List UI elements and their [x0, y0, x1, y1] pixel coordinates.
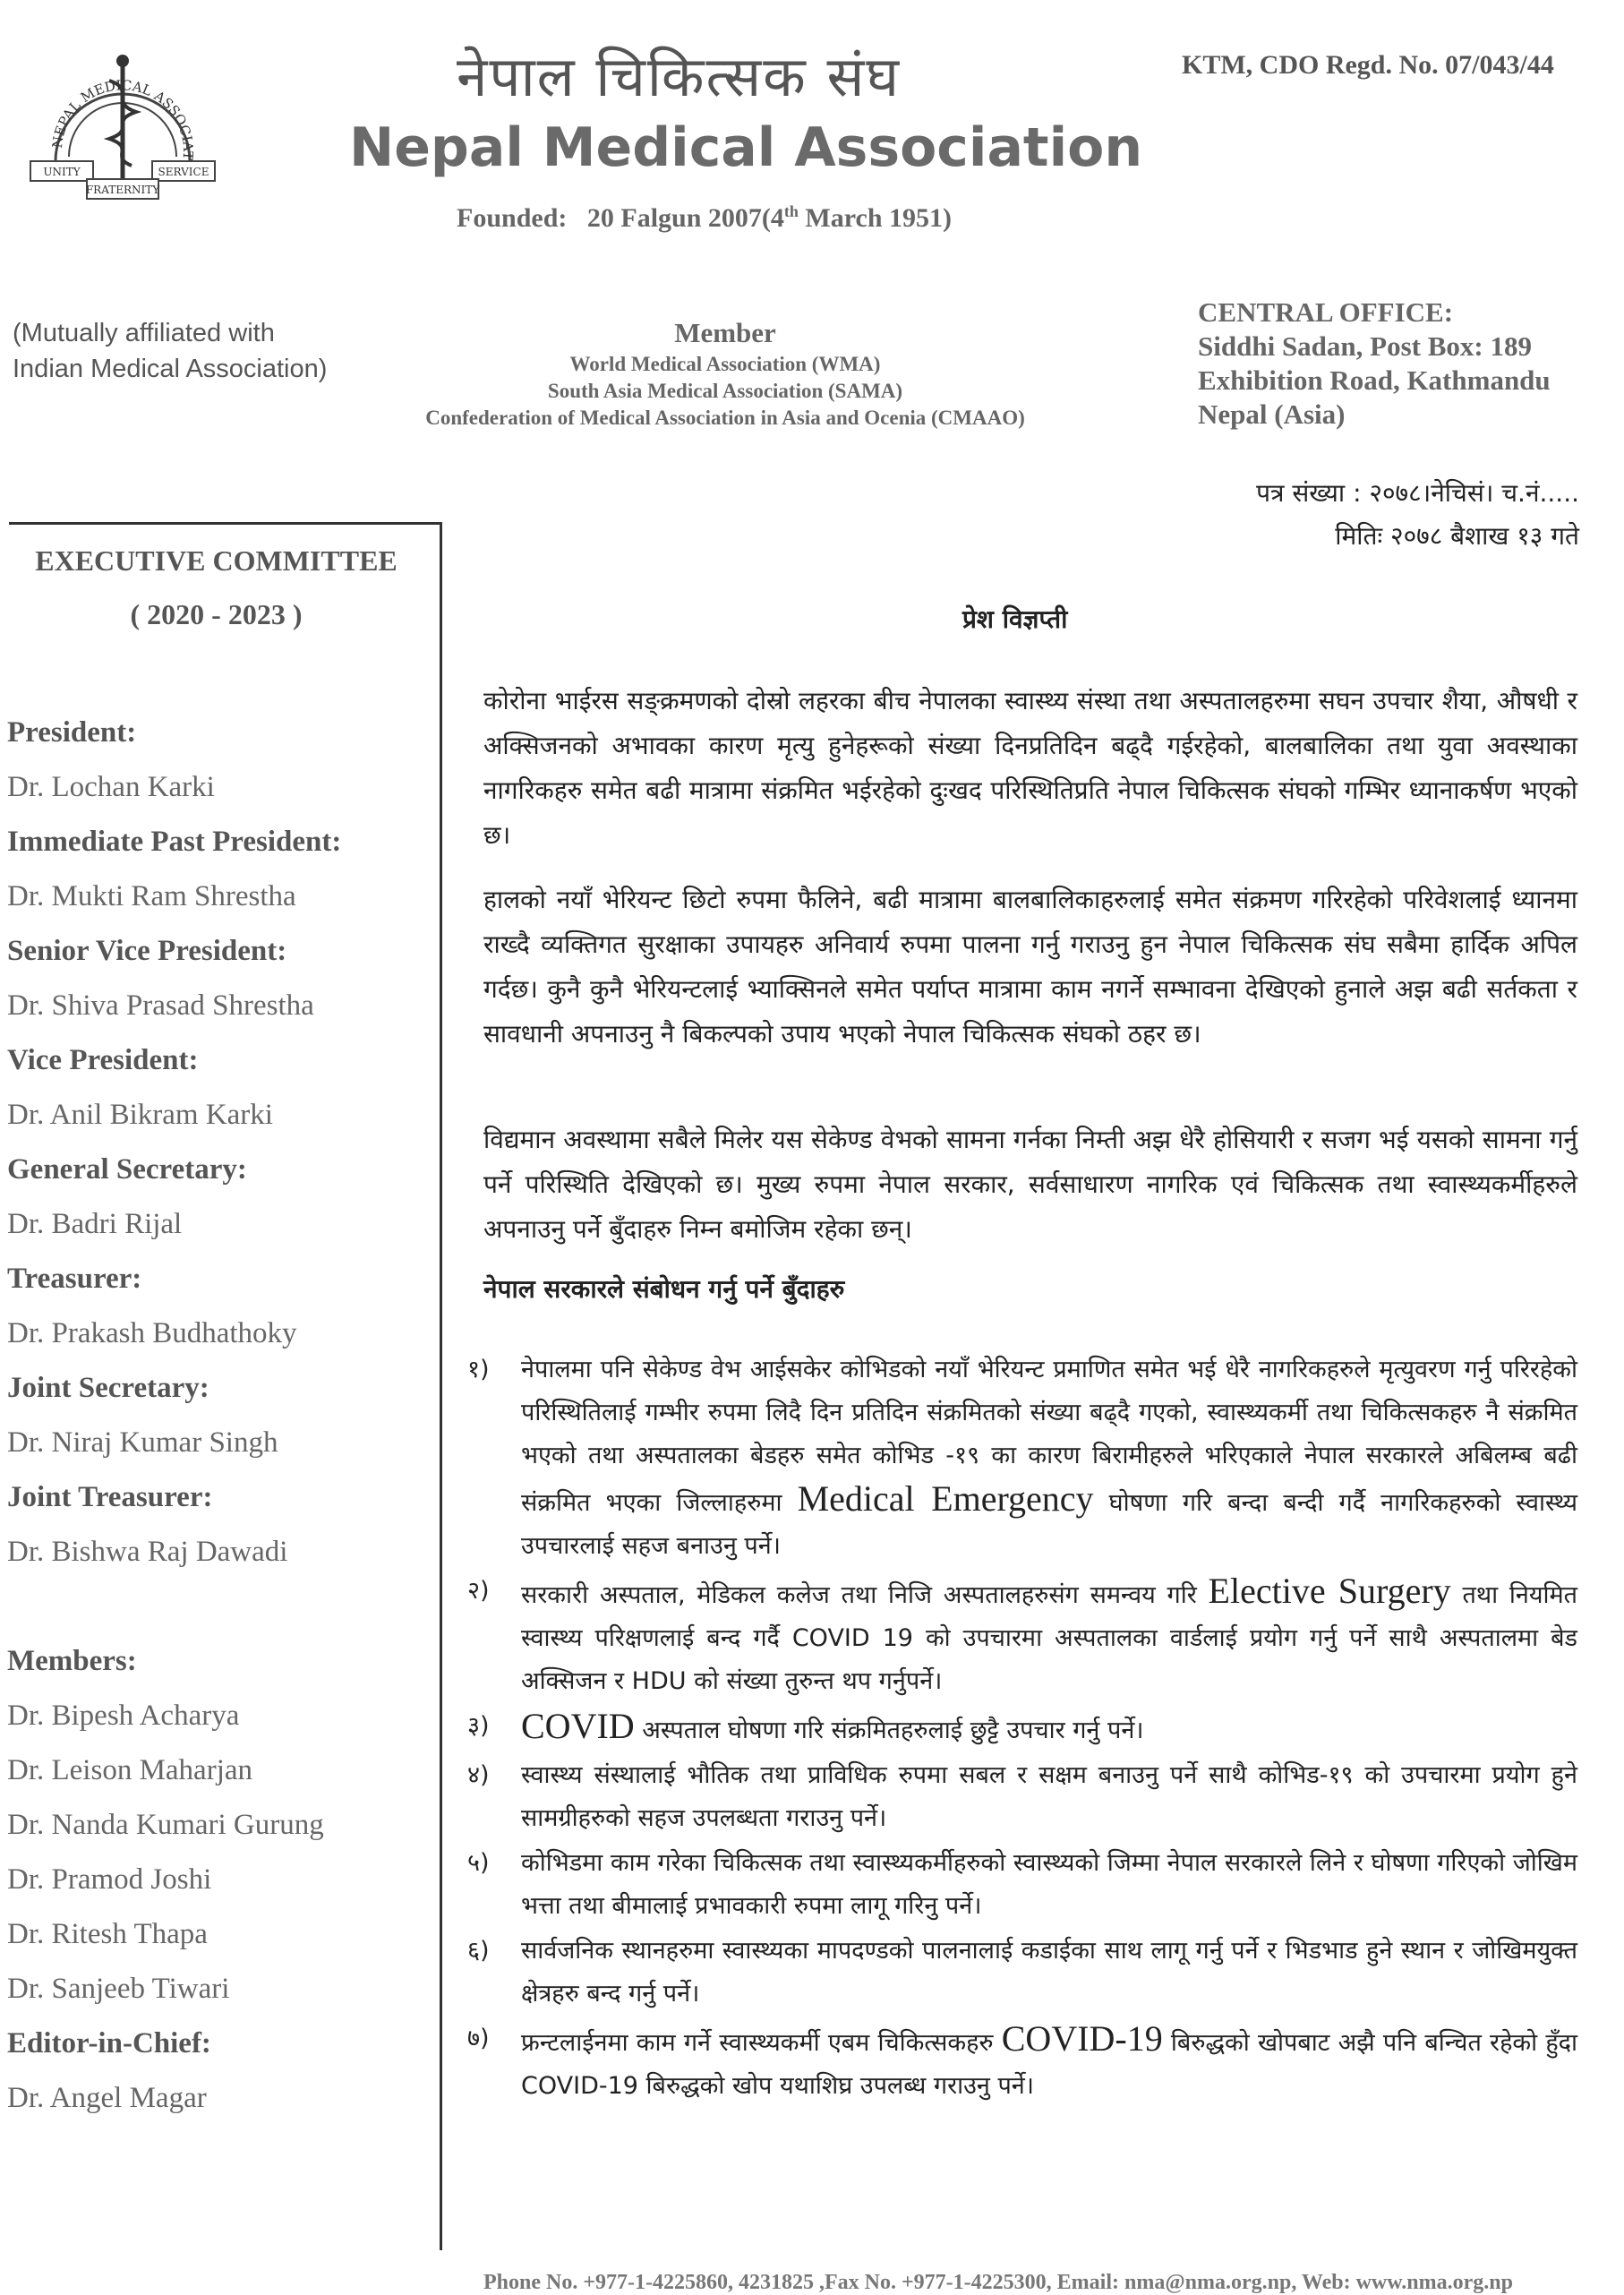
point-english-term: COVID	[521, 1706, 635, 1746]
role-label: Senior Vice President:	[7, 935, 287, 967]
points-list	[448, 1349, 1577, 2110]
member-name: Dr. Mukti Ram Shrestha	[7, 880, 296, 912]
committee-title: EXECUTIVE COMMITTEE	[35, 544, 397, 577]
association-logo	[20, 27, 226, 210]
reference-number: पत्र संख्या : २०७८।नेचिसं। च.नं.....	[1256, 478, 1579, 508]
roster-spacer	[7, 1580, 435, 1634]
founded-value: 20 Falgun 2007(4	[586, 203, 784, 233]
member-name: Dr. Anil Bikram Karki	[7, 1099, 273, 1131]
list-item	[448, 1754, 1577, 1840]
role-label: Joint Secretary:	[7, 1372, 209, 1404]
affiliation-note	[13, 315, 327, 387]
role-label: Treasurer:	[7, 1263, 142, 1295]
founded-label: Founded:	[457, 203, 568, 233]
sidebar-divider-top	[9, 522, 441, 525]
list-item	[448, 1930, 1577, 2016]
press-release-title: प्रेश विज्ञप्ती	[962, 604, 1068, 634]
point-text	[521, 1705, 1577, 1752]
committee-years: ( 2020 - 2023 )	[130, 598, 303, 630]
list-item	[448, 1349, 1577, 1568]
letter-date: मितिः २०७८ बैशाख १३ गते	[1335, 521, 1579, 551]
founded-line	[457, 202, 952, 234]
body-paragraph: कोरोना भाईरस सङ्क्रमणको दोस्रो लहरका बीच नेपालका स्वास्थ्य संस्था तथा अस्पतालहरुमा सघन उपचार शैया, औषधी र अक्सिजनको अभावका कारण मृत्यु हुनेहरूको संख्या दिनप्रतिदिन बढ्दै गईरहेको, बालबालिका तथा युवा अवस्थाका नागरिकहरु समेत बढी मात्रामा संक्रमित भईरहेको दुःखद परिस्थितिप्रति नेपाल चिकित्सक संघको गम्भिर ध्यानाकर्षण भएको छ।	[483, 686, 1577, 850]
point-text: सार्वजनिक स्थानहरुमा स्वास्थ्यका मापदण्डको पालनालाई कडाईका साथ लागू गर्नु पर्ने र भिडभाड हुने स्थान र जोखिमयुक्त क्षेत्रहरु बन्द गर्नु पर्ने।	[521, 1937, 1577, 2008]
role-label: President:	[7, 716, 137, 749]
point-text	[521, 1349, 1577, 1568]
point-text: स्वास्थ्य संस्थालाई भौतिक तथा प्राविधिक रुपमा सबल र सक्षम बनाउनु पर्ने साथै कोभिड-१९ को उपचारमा प्रयोग हुने सामग्रीहरुको सहज उपलब्धता गराउनु पर्ने।	[521, 1761, 1577, 1832]
committee-roster	[7, 706, 435, 2126]
list-item	[448, 2017, 1577, 2108]
body-paragraph: विद्यमान अवस्थामा सबैले मिलेर यस सेकेण्ड वेभको सामना गर्नका निम्ती अझ धेरै होसियारी र सजग भई यसको सामना गर्नु पर्ने परिस्थिति देखिएको छ। मुख्य रुपमा नेपाल सरकार, सर्वसाधारण नागरिक एवं चिकित्सक तथा स्वास्थ्यकर्मीहरुले अपनाउनु पर्ने बुँदाहरु निम्न बमोजिम रहेका छन्।	[483, 1125, 1577, 1244]
point-number: ४)	[467, 1761, 490, 1789]
point-english-term: Medical Emergency	[797, 1478, 1094, 1519]
member-name: Dr. Leison Maharjan	[7, 1754, 253, 1786]
section-heading: नेपाल सरकारले संबोधन गर्नु पर्ने बुँदाहरु	[483, 1274, 845, 1304]
sidebar-divider-right	[440, 522, 442, 2250]
list-item	[448, 1570, 1577, 1703]
office-line: Exhibition Road, Kathmandu	[1198, 364, 1551, 396]
point-text	[521, 2017, 1577, 2108]
membership-line: World Medical Association (WMA)	[569, 353, 881, 375]
title-english: Nepal Medical Association	[349, 116, 1143, 179]
office-address	[1198, 295, 1551, 432]
body-paragraph: हालको नयाँ भेरियन्ट छिटो रुपमा फैलिने, बढी मात्रामा बालबालिकाहरुलाई समेत संक्रमण गरिरहेको परिवेशलाई ध्यानमा राख्दै व्यक्तिगत सुरक्षाका उपायहरु अनिवार्य रुपमा पालना गर्नु गराउनु हुन नेपाल चिकित्सक संघ सबैमा हार्दिक अपिल गर्दछ। कुनै कुनै भेरियन्टलाई भ्याक्सिनले समेत पर्याप्त मात्रामा काम नगर्ने सम्भावना देखिएको हुनाले अझ बढी सर्तकता र सावधानी अपनाउनु नै बिकल्पको उपाय भएको नेपाल चिकित्सक संघको ठहर छ।	[483, 885, 1577, 1049]
affiliation-line: (Mutually affiliated with	[13, 319, 275, 347]
point-text-part: नेपालमा पनि सेकेण्ड वेभ आईसकेर कोभिडको नयाँ भेरियन्ट प्रमाणित समेत भई धेरै नागरिकहरुले मृत्युवरण गर्नु परिरहेको परिस्थितिलाई गम्भीर रुपमा लिदै दिन प्रतिदिन संक्रमितको संख्या बढ्दै गएको, स्वास्थ्यकर्मी तथा चिकित्सकहरु नै संक्रमित भएको तथा अस्पतालका बेडहरु समेत कोभिड -१९ का कारण बिरामीहरुले भरिएकाले नेपाल सरकारले अबिलम्ब बढी संक्रमित भएका जिल्लाहरुमा	[521, 1356, 1577, 1517]
member-name: Dr. Niraj Kumar Singh	[7, 1426, 278, 1459]
point-number: १)	[467, 1356, 490, 1383]
office-line: Siddhi Sadan, Post Box: 189	[1198, 330, 1532, 362]
membership-heading: Member	[674, 317, 776, 348]
point-number: ५)	[467, 1849, 490, 1877]
point-text-part: घोषणा गरि बन्दा बन्दी गर्दै नागरिकहरुको स्वास्थ्य उपचारलाई सहज बनाउनु पर्ने।	[521, 1489, 1577, 1560]
point-text-part: सरकारी अस्पताल, मेडिकल कलेज तथा निजि अस्पतालहरुसंग समन्वय गरि	[521, 1581, 1209, 1609]
point-text-part: तथा नियमित स्वास्थ्य परिक्षणलाई बन्द गर्दै COVID 19 को उपचारमा अस्पतालका वार्डलाई प्रयोग गर्नु पर्ने साथै अस्पतालमा बेड अक्सिजन र HDU को संख्या तुरुन्त थप गर्नुपर्ने।	[521, 1581, 1578, 1695]
members-label: Members:	[7, 1645, 137, 1677]
list-item	[448, 1705, 1577, 1752]
point-english-term: COVID-19	[1001, 2018, 1163, 2059]
member-name: Dr. Lochan Karki	[7, 771, 215, 803]
member-name: Dr. Bishwa Raj Dawadi	[7, 1536, 288, 1568]
role-label: Vice President:	[7, 1044, 199, 1076]
point-number: ३)	[467, 1712, 490, 1740]
member-name: Dr. Pramod Joshi	[7, 1863, 212, 1896]
role-label: General Secretary:	[7, 1153, 247, 1186]
founded-sup: th	[783, 202, 799, 220]
point-text-part: अस्पताल घोषणा गरि संक्रमितहरुलाई छुट्टै उपचार गर्नु पर्ने।	[634, 1717, 1144, 1744]
point-number: ६)	[467, 1937, 490, 1965]
member-name: Dr. Bipesh Acharya	[7, 1700, 240, 1732]
point-text-part: बिरुद्धको खोपबाट अझै पनि बन्चित रहेको हुँदा COVID-19 बिरुद्धको खोप यथाशिघ्र उपलब्ध गराउनु पर्ने।	[521, 2029, 1577, 2100]
point-number: ७)	[467, 2025, 490, 2052]
membership-line: South Asia Medical Association (SAMA)	[547, 380, 903, 402]
office-line: CENTRAL OFFICE:	[1198, 296, 1454, 328]
role-label: Joint Treasurer:	[7, 1481, 213, 1513]
member-name: Dr. Ritesh Thapa	[7, 1918, 208, 1950]
title-nepali: नेपाल चिकित्सक संघ	[457, 44, 902, 109]
svg-text:SERVICE: SERVICE	[158, 166, 209, 178]
member-name: Dr. Badri Rijal	[7, 1208, 183, 1240]
footer-contact: Phone No. +977-1-4225860, 4231825 ,Fax No. +977-1-4225300, Email: nma@nma.org.np, Web: www.nma.org.np	[483, 2271, 1513, 2294]
svg-text:FRATERNITY: FRATERNITY	[85, 184, 160, 196]
member-name: Dr. Prakash Budhathoky	[7, 1317, 297, 1349]
membership-line: Confederation of Medical Association in Asia and Ocenia (CMAAO)	[425, 407, 1025, 429]
member-name: Dr. Angel Magar	[7, 2082, 207, 2114]
registration-number: KTM, CDO Regd. No. 07/043/44	[1182, 50, 1554, 80]
list-item	[448, 1842, 1577, 1928]
member-name: Dr. Nanda Kumari Gurung	[7, 1809, 324, 1841]
point-text: कोभिडमा काम गरेका चिकित्सक तथा स्वास्थ्यकर्मीहरुको स्वास्थ्यको जिम्मा नेपाल सरकारले लिने र घोषणा गरिएको जोखिम भत्ता तथा बीमालाई प्रभावकारी रुपमा लागू गरिनु पर्ने।	[521, 1849, 1577, 1920]
svg-text:UNITY: UNITY	[43, 166, 81, 178]
role-label: Immediate Past President:	[7, 826, 342, 858]
membership-block	[340, 315, 1110, 432]
member-name: Dr. Sanjeeb Tiwari	[7, 1973, 230, 2005]
editor-label: Editor-in-Chief:	[7, 2027, 211, 2060]
point-text	[521, 1570, 1577, 1703]
svg-text:NEPAL MEDICAL ASSOCIATION: NEPAL MEDICAL ASSOCIAT	[48, 77, 197, 161]
affiliation-line: Indian Medical Association)	[13, 355, 328, 383]
letter-reference	[1178, 472, 1579, 558]
founded-value-end: March 1951)	[798, 203, 953, 233]
point-number: २)	[467, 1577, 490, 1605]
point-english-term: Elective Surgery	[1208, 1571, 1451, 1611]
office-line: Nepal (Asia)	[1198, 398, 1346, 430]
member-name: Dr. Shiva Prasad Shrestha	[7, 989, 314, 1022]
point-text-part: फ्रन्टलाईनमा काम गर्ने स्वास्थ्यकर्मी एबम चिकित्सकहरु	[521, 2029, 1002, 2057]
